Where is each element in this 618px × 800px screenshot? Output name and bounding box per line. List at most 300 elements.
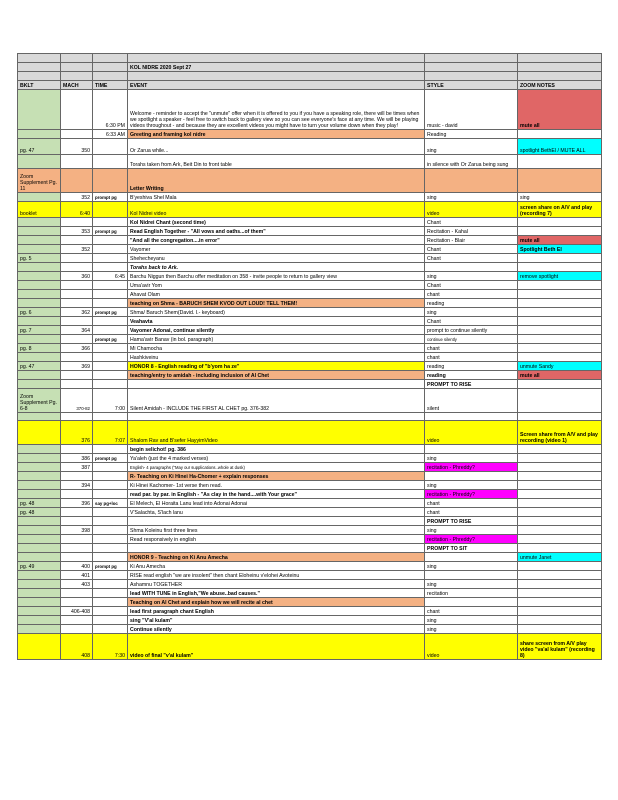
mach-cell bbox=[61, 290, 93, 299]
schedule-row bbox=[18, 413, 602, 421]
event-cell: Read responsively in english bbox=[128, 535, 425, 544]
time-cell bbox=[93, 353, 128, 362]
time-cell: prompt pg bbox=[93, 335, 128, 344]
time-cell bbox=[93, 481, 128, 490]
time-cell bbox=[93, 616, 128, 625]
style-cell: sing bbox=[425, 616, 518, 625]
zoom-notes-cell bbox=[518, 263, 602, 272]
zoom-notes-cell bbox=[518, 616, 602, 625]
style-cell: recitation - Phreddy? bbox=[425, 535, 518, 544]
bklt-cell bbox=[18, 454, 61, 463]
bklt-cell bbox=[18, 625, 61, 634]
style-cell: in silence with Or Zarua being sung bbox=[425, 155, 518, 169]
mach-cell bbox=[61, 218, 93, 227]
bklt-cell bbox=[18, 272, 61, 281]
style-cell bbox=[425, 571, 518, 580]
schedule-row bbox=[18, 562, 602, 571]
zoom-notes-cell bbox=[518, 130, 602, 139]
style-cell: reading bbox=[425, 371, 518, 380]
bklt-cell: pg. 8 bbox=[18, 344, 61, 353]
style-cell: PROMPT TO RISE bbox=[425, 380, 518, 389]
zoom-notes-cell: Screen share from A/V and play recording (video 1) bbox=[518, 421, 602, 445]
zoom-notes-cell bbox=[518, 281, 602, 290]
style-cell: chant bbox=[425, 499, 518, 508]
schedule-row bbox=[18, 634, 602, 660]
time-cell bbox=[93, 544, 128, 553]
event-cell: Mi Chamocha bbox=[128, 344, 425, 353]
event-cell: Kol Nidrei video bbox=[128, 202, 425, 218]
mach-cell: 398 bbox=[61, 526, 93, 535]
schedule-row bbox=[18, 371, 602, 380]
bklt-cell bbox=[18, 353, 61, 362]
time-cell bbox=[93, 155, 128, 169]
title-row bbox=[18, 63, 602, 72]
event-cell: Ashamnu TOGETHER bbox=[128, 580, 425, 589]
bklt-cell bbox=[18, 589, 61, 598]
bklt-cell bbox=[18, 263, 61, 272]
mach-cell bbox=[61, 598, 93, 607]
style-cell: Recitation - Blair bbox=[425, 236, 518, 245]
zoom-notes-cell bbox=[518, 499, 602, 508]
mach-cell bbox=[61, 335, 93, 344]
time-cell: prompt pg bbox=[93, 454, 128, 463]
mach-cell bbox=[61, 508, 93, 517]
spacer-row bbox=[18, 72, 602, 81]
zoom-notes-cell bbox=[518, 227, 602, 236]
mach-cell: 366 bbox=[61, 344, 93, 353]
blank-cell bbox=[128, 72, 425, 81]
time-cell bbox=[93, 281, 128, 290]
event-cell: Ahavat Olam bbox=[128, 290, 425, 299]
schedule-table bbox=[17, 53, 602, 660]
time-cell bbox=[93, 236, 128, 245]
event-cell: Shalom Rav and B'sefer HayyimVideo bbox=[128, 421, 425, 445]
bklt-cell: pg. 49 bbox=[18, 562, 61, 571]
schedule-row bbox=[18, 535, 602, 544]
top-blank-row bbox=[18, 54, 602, 63]
style-cell: Chant bbox=[425, 254, 518, 263]
mach-cell: 376 bbox=[61, 421, 93, 445]
header-bklt: BKLT bbox=[18, 81, 61, 90]
bklt-cell bbox=[18, 544, 61, 553]
schedule-row bbox=[18, 472, 602, 481]
mach-cell: 401 bbox=[61, 571, 93, 580]
event-cell: Veahavta bbox=[128, 317, 425, 326]
style-cell bbox=[425, 553, 518, 562]
mach-cell bbox=[61, 380, 93, 389]
event-cell: Ya'aleh (just the 4 marked verses) bbox=[128, 454, 425, 463]
mach-cell: 396 bbox=[61, 499, 93, 508]
mach-cell bbox=[61, 299, 93, 308]
time-cell: prompt pg bbox=[93, 193, 128, 202]
blank-cell bbox=[93, 63, 128, 72]
schedule-row bbox=[18, 139, 602, 155]
zoom-notes-cell: mute all bbox=[518, 90, 602, 130]
schedule-row bbox=[18, 130, 602, 139]
style-cell bbox=[425, 169, 518, 193]
bklt-cell bbox=[18, 526, 61, 535]
zoom-notes-cell bbox=[518, 218, 602, 227]
zoom-notes-cell bbox=[518, 308, 602, 317]
style-cell: sing bbox=[425, 272, 518, 281]
mach-cell: 364 bbox=[61, 326, 93, 335]
time-cell bbox=[93, 571, 128, 580]
style-cell: PROMPT TO RISE bbox=[425, 517, 518, 526]
bklt-cell bbox=[18, 571, 61, 580]
bklt-cell bbox=[18, 634, 61, 660]
mach-cell bbox=[61, 254, 93, 263]
schedule-row bbox=[18, 317, 602, 326]
mach-cell: 360 bbox=[61, 272, 93, 281]
style-cell: music - david bbox=[425, 90, 518, 130]
time-cell bbox=[93, 607, 128, 616]
time-cell bbox=[93, 517, 128, 526]
mach-cell: 370-82 bbox=[61, 389, 93, 413]
mach-cell bbox=[61, 130, 93, 139]
blank-cell bbox=[93, 54, 128, 63]
zoom-notes-cell bbox=[518, 335, 602, 344]
zoom-notes-cell bbox=[518, 472, 602, 481]
event-cell: RISE read english "we are insolent" then chant Eloheinu v'elohei Avoteinu bbox=[128, 571, 425, 580]
blank-cell bbox=[18, 63, 61, 72]
bklt-cell: pg. 48 bbox=[18, 508, 61, 517]
style-cell bbox=[425, 598, 518, 607]
style-cell: silent bbox=[425, 389, 518, 413]
zoom-notes-cell bbox=[518, 598, 602, 607]
time-cell bbox=[93, 463, 128, 472]
bklt-cell bbox=[18, 445, 61, 454]
schedule-row bbox=[18, 218, 602, 227]
schedule-row bbox=[18, 598, 602, 607]
style-cell: Recitation - Kahal bbox=[425, 227, 518, 236]
time-cell: 6:30 PM bbox=[93, 90, 128, 130]
time-cell bbox=[93, 598, 128, 607]
bklt-cell bbox=[18, 281, 61, 290]
style-cell: video bbox=[425, 421, 518, 445]
zoom-notes-cell bbox=[518, 413, 602, 421]
header-mach: MACH bbox=[61, 81, 93, 90]
mach-cell bbox=[61, 317, 93, 326]
schedule-row bbox=[18, 490, 602, 499]
blank-cell bbox=[61, 54, 93, 63]
zoom-notes-cell bbox=[518, 445, 602, 454]
event-cell: Welcome - reminder to accept the "unmute" offer when it is offered to you if you have a speaking role, there will be times when we spotlight a speaker - feel free to switch back to gallery view so you can see everyone's face at any time. We will be playing videos throughout - and because they are excellent videos you might have to turn your volume down when they play! bbox=[128, 90, 425, 130]
mach-cell: 353 bbox=[61, 227, 93, 236]
mach-cell: 394 bbox=[61, 481, 93, 490]
event-cell: Ki Anu Amecha bbox=[128, 562, 425, 571]
time-cell: prompt pg bbox=[93, 308, 128, 317]
time-cell bbox=[93, 362, 128, 371]
mach-cell bbox=[61, 169, 93, 193]
blank-cell bbox=[18, 54, 61, 63]
schedule-row bbox=[18, 544, 602, 553]
mach-cell: 387 bbox=[61, 463, 93, 472]
schedule-row bbox=[18, 326, 602, 335]
schedule-row bbox=[18, 299, 602, 308]
bklt-cell bbox=[18, 598, 61, 607]
style-cell: sing bbox=[425, 139, 518, 155]
schedule-row bbox=[18, 344, 602, 353]
mach-cell bbox=[61, 90, 93, 130]
event-cell: sing "V'al kulam" bbox=[128, 616, 425, 625]
schedule-row bbox=[18, 508, 602, 517]
bklt-cell: pg. 6 bbox=[18, 308, 61, 317]
page-title: KOL NIDRE 2020 Sept 27 bbox=[128, 63, 425, 72]
style-cell: sing bbox=[425, 625, 518, 634]
event-cell: teaching on Shma - BARUCH SHEM KVOD OUT LOUD! TELL THEM! bbox=[128, 299, 425, 308]
mach-cell: 352 bbox=[61, 193, 93, 202]
bklt-cell bbox=[18, 227, 61, 236]
mach-cell bbox=[61, 472, 93, 481]
style-cell: sing bbox=[425, 481, 518, 490]
mach-cell bbox=[61, 413, 93, 421]
style-cell: Chant bbox=[425, 281, 518, 290]
event-cell: Or Zarua while... bbox=[128, 139, 425, 155]
schedule-row bbox=[18, 281, 602, 290]
event-cell: Ki Hinei Kachomer- 1st verse then read. bbox=[128, 481, 425, 490]
style-cell: sing bbox=[425, 308, 518, 317]
event-cell: HONOR 8 - English reading of "b'yom ha ze" bbox=[128, 362, 425, 371]
time-cell bbox=[93, 472, 128, 481]
event-cell: Torahs back to Ark. bbox=[128, 263, 425, 272]
mach-cell: 352 bbox=[61, 245, 93, 254]
schedule-row bbox=[18, 380, 602, 389]
zoom-notes-cell bbox=[518, 155, 602, 169]
style-cell: prompt to continue silently bbox=[425, 326, 518, 335]
header-zoom-notes: ZOOM NOTES bbox=[518, 81, 602, 90]
mach-cell: 406-408 bbox=[61, 607, 93, 616]
zoom-notes-cell: Spotlight Beth El bbox=[518, 245, 602, 254]
style-cell bbox=[425, 263, 518, 272]
mach-cell: 403 bbox=[61, 580, 93, 589]
event-cell bbox=[128, 413, 425, 421]
schedule-row bbox=[18, 499, 602, 508]
mach-cell bbox=[61, 535, 93, 544]
schedule-row bbox=[18, 517, 602, 526]
zoom-notes-cell bbox=[518, 326, 602, 335]
schedule-row bbox=[18, 335, 602, 344]
style-cell: sing bbox=[425, 193, 518, 202]
bklt-cell bbox=[18, 481, 61, 490]
style-cell: video bbox=[425, 634, 518, 660]
event-cell: teaching/entry to amidah - including inclusion of Al Chet bbox=[128, 371, 425, 380]
bklt-cell bbox=[18, 371, 61, 380]
schedule-row bbox=[18, 90, 602, 130]
event-cell bbox=[128, 380, 425, 389]
style-cell: continue silently bbox=[425, 335, 518, 344]
mach-cell bbox=[61, 517, 93, 526]
event-cell: video of final "v'al kulam" bbox=[128, 634, 425, 660]
blank-cell bbox=[425, 63, 518, 72]
style-cell: Chant bbox=[425, 218, 518, 227]
time-cell bbox=[93, 218, 128, 227]
event-cell: read par. by par. in English - "As clay in the hand....with Your grace" bbox=[128, 490, 425, 499]
bklt-cell: pg. 48 bbox=[18, 499, 61, 508]
zoom-notes-cell: mute all bbox=[518, 236, 602, 245]
style-cell: chant bbox=[425, 290, 518, 299]
style-cell bbox=[425, 413, 518, 421]
schedule-row bbox=[18, 254, 602, 263]
event-cell: HONOR 9 - Teaching on Ki Anu Amecha bbox=[128, 553, 425, 562]
style-cell: Chant bbox=[425, 245, 518, 254]
zoom-notes-cell bbox=[518, 254, 602, 263]
mach-cell: 386 bbox=[61, 454, 93, 463]
style-cell: chant bbox=[425, 508, 518, 517]
style-cell: sing bbox=[425, 526, 518, 535]
time-cell: prompt pg bbox=[93, 562, 128, 571]
time-cell bbox=[93, 254, 128, 263]
schedule-row bbox=[18, 454, 602, 463]
blank-cell bbox=[61, 72, 93, 81]
event-cell: Continue silently bbox=[128, 625, 425, 634]
bklt-cell: booklet bbox=[18, 202, 61, 218]
event-cell: El Melech, El Horaita Lanu lead into Adonai Adonai bbox=[128, 499, 425, 508]
blank-cell bbox=[518, 72, 602, 81]
style-cell: Chant bbox=[425, 317, 518, 326]
event-cell: Barchu Niggun then Barchu offer meditation on 358 - invite people to return to gallery view bbox=[128, 272, 425, 281]
mach-cell bbox=[61, 371, 93, 380]
schedule-row bbox=[18, 553, 602, 562]
time-cell bbox=[93, 299, 128, 308]
blank-cell bbox=[425, 54, 518, 63]
zoom-notes-cell: mute all bbox=[518, 371, 602, 380]
bklt-cell bbox=[18, 130, 61, 139]
bklt-cell bbox=[18, 535, 61, 544]
time-cell: prompt pg bbox=[93, 227, 128, 236]
bklt-cell bbox=[18, 553, 61, 562]
zoom-notes-cell bbox=[518, 463, 602, 472]
zoom-notes-cell bbox=[518, 535, 602, 544]
bklt-cell: pg. 7 bbox=[18, 326, 61, 335]
time-cell bbox=[93, 526, 128, 535]
time-cell bbox=[93, 245, 128, 254]
schedule-row bbox=[18, 155, 602, 169]
event-cell: "And all the congregation....in error" bbox=[128, 236, 425, 245]
bklt-cell bbox=[18, 218, 61, 227]
style-cell: Reading bbox=[425, 130, 518, 139]
zoom-notes-cell: share screen from A/V play video "va'al kulam" (recording 8) bbox=[518, 634, 602, 660]
style-cell: chant bbox=[425, 344, 518, 353]
zoom-notes-cell: spotlight BethEl / MUTE ALL bbox=[518, 139, 602, 155]
bklt-cell: pg. 47 bbox=[18, 362, 61, 371]
zoom-notes-cell bbox=[518, 317, 602, 326]
style-cell: sing bbox=[425, 454, 518, 463]
time-cell bbox=[93, 202, 128, 218]
time-cell: 6:45 bbox=[93, 272, 128, 281]
bklt-cell bbox=[18, 90, 61, 130]
zoom-notes-cell: unmute Sandy bbox=[518, 362, 602, 371]
mach-cell bbox=[61, 236, 93, 245]
bklt-cell bbox=[18, 580, 61, 589]
zoom-notes-cell bbox=[518, 353, 602, 362]
style-cell: recitation bbox=[425, 589, 518, 598]
schedule-row bbox=[18, 526, 602, 535]
schedule-row bbox=[18, 389, 602, 413]
event-cell: Silent Amidah - INCLUDE THE FIRST AL CHET pg. 376-382 bbox=[128, 389, 425, 413]
time-cell bbox=[93, 508, 128, 517]
time-cell bbox=[93, 139, 128, 155]
bklt-cell bbox=[18, 463, 61, 472]
zoom-notes-cell bbox=[518, 344, 602, 353]
time-cell: 7:07 bbox=[93, 421, 128, 445]
event-cell: Letter Writing bbox=[128, 169, 425, 193]
mach-cell bbox=[61, 616, 93, 625]
schedule-row bbox=[18, 571, 602, 580]
event-cell: Uma'avir Yom bbox=[128, 281, 425, 290]
bklt-cell: pg. 5 bbox=[18, 254, 61, 263]
schedule-row bbox=[18, 421, 602, 445]
schedule-row bbox=[18, 227, 602, 236]
time-cell bbox=[93, 445, 128, 454]
bklt-cell bbox=[18, 155, 61, 169]
schedule-row bbox=[18, 607, 602, 616]
zoom-notes-cell bbox=[518, 526, 602, 535]
zoom-notes-cell: unmute Janet bbox=[518, 553, 602, 562]
bklt-cell bbox=[18, 290, 61, 299]
mach-cell: 408 bbox=[61, 634, 93, 660]
bklt-cell bbox=[18, 299, 61, 308]
time-cell bbox=[93, 553, 128, 562]
time-cell bbox=[93, 580, 128, 589]
event-cell: Shma Koleinu first three lines bbox=[128, 526, 425, 535]
schedule-row bbox=[18, 580, 602, 589]
event-cell: Read English Together - "All vows and oaths...of them" bbox=[128, 227, 425, 236]
event-cell: Vayomer Adonai, continue silently bbox=[128, 326, 425, 335]
mach-cell bbox=[61, 553, 93, 562]
time-cell: 6:33 AM bbox=[93, 130, 128, 139]
event-cell: V'Salachta, S'lach lanu bbox=[128, 508, 425, 517]
bklt-cell bbox=[18, 421, 61, 445]
zoom-notes-cell bbox=[518, 580, 602, 589]
time-cell bbox=[93, 326, 128, 335]
event-cell: B'yeshiva Shel Mala bbox=[128, 193, 425, 202]
time-cell: 7:00 bbox=[93, 389, 128, 413]
style-cell: recitation - Phreddy? bbox=[425, 463, 518, 472]
event-cell: Shma/ Baruch Shem(David. I.- keyboard) bbox=[128, 308, 425, 317]
style-cell: chant bbox=[425, 607, 518, 616]
mach-cell: 369 bbox=[61, 362, 93, 371]
time-cell bbox=[93, 589, 128, 598]
bklt-cell bbox=[18, 616, 61, 625]
header-row bbox=[18, 81, 602, 90]
blank-cell bbox=[93, 72, 128, 81]
zoom-notes-cell bbox=[518, 481, 602, 490]
style-cell: reading bbox=[425, 299, 518, 308]
schedule-row bbox=[18, 263, 602, 272]
blank-cell bbox=[18, 72, 61, 81]
mach-cell bbox=[61, 445, 93, 454]
mach-cell: 400 bbox=[61, 562, 93, 571]
bklt-cell bbox=[18, 317, 61, 326]
mach-cell bbox=[61, 155, 93, 169]
event-cell: lead WITH TUNE in English,"We abuse..bad causes." bbox=[128, 589, 425, 598]
bklt-cell bbox=[18, 193, 61, 202]
time-cell bbox=[93, 263, 128, 272]
event-cell: begin selichot! pg. 386 bbox=[128, 445, 425, 454]
zoom-notes-cell bbox=[518, 299, 602, 308]
schedule-row bbox=[18, 625, 602, 634]
zoom-notes-cell bbox=[518, 517, 602, 526]
event-cell: Hashkiveinu bbox=[128, 353, 425, 362]
event-cell: Torahs taken from Ark, Beit Din to front table bbox=[128, 155, 425, 169]
schedule-row bbox=[18, 272, 602, 281]
zoom-notes-cell bbox=[518, 169, 602, 193]
zoom-notes-cell bbox=[518, 490, 602, 499]
style-cell: chant bbox=[425, 353, 518, 362]
mach-cell: 362 bbox=[61, 308, 93, 317]
blank-cell bbox=[61, 63, 93, 72]
schedule-row bbox=[18, 308, 602, 317]
